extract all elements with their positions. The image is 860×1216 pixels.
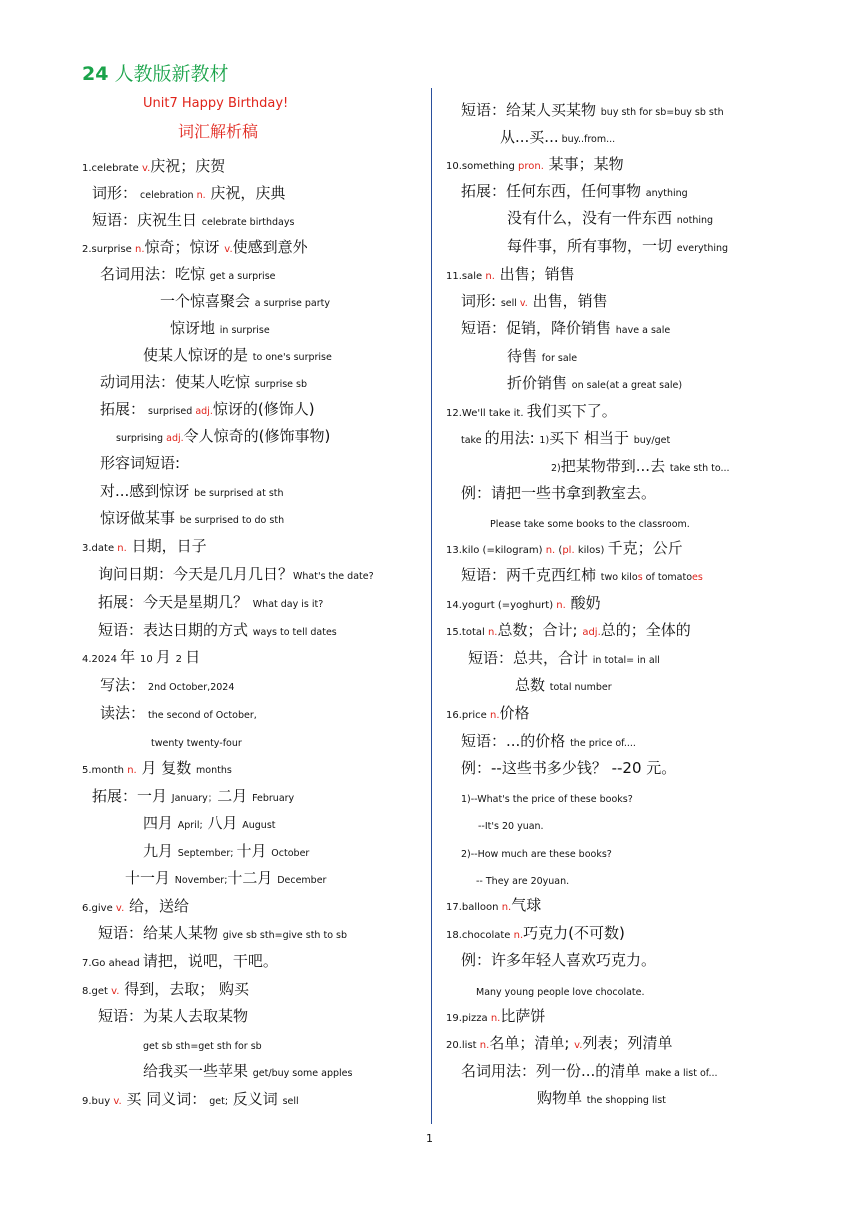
text-run: 每件事，所有事物，一切 <box>507 237 677 255</box>
text-run: 买下 相当于 <box>549 429 634 447</box>
text-run: get a surprise <box>209 271 276 282</box>
left-line <box>143 843 309 859</box>
text-run: 某事；某物 <box>543 155 624 173</box>
text-run: take sth to... <box>669 463 730 474</box>
left-line <box>100 510 284 526</box>
text-run: 短语：庆祝生日 <box>92 211 202 229</box>
text-run: 1) <box>539 435 550 446</box>
left-line <box>92 212 294 228</box>
left-line <box>100 374 307 390</box>
text-run: 庆祝；庆贺 <box>150 157 226 175</box>
text-run: 月 复数 <box>136 759 197 777</box>
text-run: 惊讶的(修饰人) <box>212 400 315 418</box>
text-run: on sale(at a great sale) <box>571 380 683 391</box>
text-run: n. <box>127 765 137 776</box>
right-line <box>461 293 608 309</box>
text-run: surprise sb <box>254 379 308 390</box>
text-run: 千克；公斤 <box>607 539 683 557</box>
text-run: n. <box>490 1013 501 1024</box>
text-run: 名单；清单; <box>489 1034 575 1052</box>
right-line <box>461 1063 718 1079</box>
text-run: 3.date <box>82 543 118 554</box>
text-run: n. <box>134 244 145 255</box>
left-line <box>143 347 332 363</box>
text-run: 读法： <box>100 704 146 722</box>
right-line <box>461 789 633 805</box>
text-run: 待售 <box>507 347 542 365</box>
text-run: 9.buy <box>82 1096 114 1107</box>
text-run: v. <box>224 244 233 255</box>
text-run: 请把，说吧，干吧。 <box>142 952 278 970</box>
text-run: 总数；合计; <box>497 621 583 639</box>
text-run: 短语：给某人买某物 <box>461 101 601 119</box>
text-run: 6.give <box>82 903 116 914</box>
text-run: 10.something <box>446 161 519 172</box>
left-line <box>143 1036 262 1052</box>
text-run: get/buy some apples <box>252 1068 353 1079</box>
right-line <box>446 925 625 941</box>
text-run: of tomato <box>642 572 693 583</box>
left-line <box>125 870 326 886</box>
text-run: anything <box>645 188 688 199</box>
left-line <box>116 428 330 444</box>
text-run: a surprise party <box>254 298 330 309</box>
text-run: 二月 <box>217 787 253 805</box>
text-run: 令人惊奇的(修饰事物) <box>183 427 331 445</box>
right-line <box>446 622 691 638</box>
text-run: pl. <box>562 545 575 556</box>
text-run: --It's 20 yuan. <box>478 821 544 832</box>
text-run: 的用法: <box>484 429 540 447</box>
text-run: January； <box>171 793 218 804</box>
text-run: 使某人惊讶的是 <box>143 346 253 364</box>
text-run: 给我买一些苹果 <box>143 1062 253 1080</box>
left-line <box>82 760 232 776</box>
text-run: sell <box>500 298 520 309</box>
text-run: surprising <box>116 433 167 444</box>
text-run: everything <box>676 243 729 254</box>
text-run: 给，送给 <box>124 897 190 915</box>
text-run: 询问日期：今天是几月几日？ <box>98 565 294 583</box>
text-run: 写法： <box>100 676 146 694</box>
text-run: 一个惊喜聚会 <box>160 292 255 310</box>
text-run: 5.month <box>82 765 128 776</box>
text-run: 列表；列清单 <box>582 1034 673 1052</box>
text-run: October <box>271 848 310 859</box>
text-run: 2) <box>551 463 561 474</box>
left-line <box>82 981 249 997</box>
right-line <box>507 210 713 226</box>
text-run: 18.chocolate <box>446 930 514 941</box>
left-line <box>92 788 294 804</box>
right-line <box>461 760 676 776</box>
text-run: 酸奶 <box>565 594 601 612</box>
text-run: 短语：促销，降价销售 <box>461 319 616 337</box>
text-run: November; <box>174 875 228 886</box>
text-run: nothing <box>676 215 714 226</box>
doc-title-number: 24 <box>82 63 109 85</box>
right-line <box>490 514 690 530</box>
text-run: 巧克力(不可数) <box>523 924 625 942</box>
left-line <box>100 677 234 693</box>
text-run: 词形: <box>461 292 501 310</box>
text-run: 形容词短语: <box>100 454 181 472</box>
text-run: 对...感到惊讶 <box>100 482 195 500</box>
right-line <box>446 705 530 721</box>
left-line <box>98 925 347 941</box>
text-run: n. <box>196 190 206 201</box>
text-run: 十一月 <box>125 869 175 887</box>
text-run: 1.celebrate <box>82 163 142 174</box>
right-line <box>461 102 724 118</box>
right-line <box>551 458 730 474</box>
text-run: the price of.... <box>570 738 636 749</box>
text-run: 八月 <box>202 814 243 832</box>
text-run: twenty twenty-four <box>151 738 242 749</box>
text-run: -- They are 20yuan. <box>476 876 570 887</box>
text-run: n. <box>487 627 498 638</box>
text-run: v. <box>115 903 125 914</box>
left-line <box>143 1063 352 1079</box>
text-run: 把某物带到...去 <box>560 457 670 475</box>
text-run: 14.yogurt (=yoghurt) <box>446 600 557 611</box>
left-line <box>82 158 225 174</box>
text-run: adj. <box>166 433 184 444</box>
text-run: 4.2024 <box>82 654 121 665</box>
text-run: to one's surprise <box>252 352 332 363</box>
text-run: make a list of... <box>645 1068 718 1079</box>
text-run: What day is it? <box>252 599 324 610</box>
left-line <box>82 649 200 665</box>
left-line <box>100 455 180 471</box>
text-run: celebration <box>137 190 197 201</box>
text-run: 19.pizza <box>446 1013 491 1024</box>
text-run: 短语：表达日期的方式 <box>98 621 253 639</box>
left-line <box>82 239 308 255</box>
text-run: 2)--How much are these books? <box>461 849 612 860</box>
text-run: in surprise <box>219 325 270 336</box>
right-line <box>461 952 656 968</box>
text-run: 名词用法：列一份...的清单 <box>461 1062 646 1080</box>
right-line <box>461 320 670 336</box>
text-run: v. <box>111 986 120 997</box>
text-run: adj. <box>582 627 601 638</box>
left-line <box>170 320 270 336</box>
text-run: 拓展：今天是星期几？ <box>98 593 253 611</box>
text-run: v. <box>519 298 528 309</box>
text-run: 例：请把一些书拿到教室去。 <box>461 484 657 502</box>
text-run: n. <box>117 543 127 554</box>
text-run: What's the date? <box>293 571 374 582</box>
text-run: n. <box>513 930 524 941</box>
text-run: 没有什么，没有一件东西 <box>507 209 677 227</box>
right-line <box>468 650 660 666</box>
text-run: 四月 <box>143 814 178 832</box>
text-run: 12.We'll take it. <box>446 408 527 419</box>
right-line <box>515 677 612 693</box>
left-line <box>100 483 284 499</box>
left-line <box>82 953 278 969</box>
text-run: two kilo <box>600 572 638 583</box>
text-run: n. <box>545 545 556 556</box>
right-line <box>476 871 569 887</box>
text-run: pron. <box>518 161 544 172</box>
text-run: 16.price <box>446 710 490 721</box>
left-line <box>98 1008 248 1024</box>
text-run: for sale <box>541 353 578 364</box>
text-run: v. <box>141 163 151 174</box>
left-line <box>82 898 189 914</box>
text-run: 折价销售 <box>507 374 572 392</box>
right-line <box>500 129 615 145</box>
text-run: 拓展：一月 <box>92 787 172 805</box>
text-run: 名词用法：吃惊 <box>100 265 210 283</box>
text-run: 得到，去取； 购买 <box>119 980 250 998</box>
text-run: 11.sale <box>446 271 486 282</box>
text-run: be surprised to do sth <box>179 515 285 526</box>
right-line <box>446 540 683 556</box>
text-run: sell <box>282 1096 299 1107</box>
text-run: 动词用法：使某人吃惊 <box>100 373 255 391</box>
right-line <box>507 238 728 254</box>
text-run: April; <box>177 820 203 831</box>
text-run: total number <box>549 682 612 693</box>
text-run: 总的；全体的 <box>600 621 691 639</box>
right-line <box>476 982 645 998</box>
right-line <box>446 897 541 913</box>
text-run: 买 同义词： <box>121 1090 207 1108</box>
doc-title <box>82 65 229 84</box>
text-run: give sb sth=give sth to sb <box>222 930 348 941</box>
text-run: 价格 <box>499 704 530 722</box>
text-run: September; <box>177 848 237 859</box>
right-line <box>478 816 544 832</box>
text-run: 例：--这些书多少钱？ --20 元。 <box>461 759 677 777</box>
right-line <box>461 733 636 749</box>
doc-title-text: 人教版新教材 <box>114 63 229 85</box>
text-run: Many young people love chocolate. <box>476 987 645 998</box>
text-run: 日期，日子 <box>126 537 207 555</box>
left-line <box>151 733 242 749</box>
text-run: 词形： <box>92 184 138 202</box>
left-line <box>98 594 323 610</box>
text-run: v. <box>113 1096 122 1107</box>
right-line <box>507 348 577 364</box>
text-run: v. <box>574 1040 583 1051</box>
text-run: 月 <box>155 648 176 666</box>
text-run: buy..from... <box>558 134 616 145</box>
right-line <box>446 1035 672 1051</box>
text-run: n. <box>485 271 495 282</box>
text-run: the second of October, <box>145 710 257 721</box>
text-run: February <box>252 793 295 804</box>
text-run: 从...买... <box>500 128 559 146</box>
text-run: 2 <box>175 654 186 665</box>
text-run: 总数 <box>515 676 550 694</box>
left-line <box>100 266 276 282</box>
left-line <box>98 566 374 582</box>
text-run: 出售；销售 <box>494 265 575 283</box>
text-run: 例：许多年轻人喜欢巧克力。 <box>461 951 657 969</box>
text-run: get; <box>206 1096 229 1107</box>
text-run: 短语：两千克西红柿 <box>461 566 601 584</box>
text-run: surprised <box>145 406 196 417</box>
text-run: es <box>692 572 703 583</box>
right-line <box>446 1008 545 1024</box>
text-run: 年 <box>120 648 140 666</box>
text-run: 拓展： <box>100 400 146 418</box>
text-run: buy/get <box>633 435 671 446</box>
left-line <box>98 622 337 638</box>
doc-subtitle: 词汇解析稿 <box>178 122 259 141</box>
text-run: kilos) <box>574 545 608 556</box>
text-run: 13.kilo (=kilogram) <box>446 545 546 556</box>
text-run: Please take some books to the classroom. <box>490 519 690 530</box>
text-run: celebrate birthdays <box>201 217 295 228</box>
text-run: 15.total <box>446 627 488 638</box>
text-run: 十月 <box>236 842 272 860</box>
text-run: get sb sth=get sth for sb <box>143 1041 262 1052</box>
text-run: 10 <box>139 654 156 665</box>
text-run: 惊讶地 <box>170 319 220 337</box>
right-line <box>461 183 688 199</box>
right-line <box>446 595 601 611</box>
left-line <box>100 401 315 417</box>
text-run: 惊讶做某事 <box>100 509 180 527</box>
right-line <box>461 844 612 860</box>
text-run: 20.list <box>446 1040 480 1051</box>
text-run: 2nd October,2024 <box>145 682 235 693</box>
text-run: the shopping list <box>586 1095 666 1106</box>
text-run: 短语：...的价格 <box>461 732 571 750</box>
text-run: 使感到意外 <box>232 238 308 256</box>
text-run: December <box>277 875 327 886</box>
text-run: 7.Go ahead <box>82 958 143 969</box>
right-line <box>446 403 617 419</box>
text-run: 2.surprise <box>82 244 135 255</box>
page-number: 1 <box>426 1132 433 1145</box>
left-line <box>160 293 330 309</box>
text-run: be surprised at sth <box>194 488 284 499</box>
right-line <box>507 375 682 391</box>
text-run: 庆祝，庆典 <box>205 184 286 202</box>
right-line <box>461 567 703 583</box>
text-run: 惊奇；惊讶 <box>144 238 225 256</box>
text-run: s <box>637 572 643 583</box>
text-run: August <box>242 820 276 831</box>
text-run: 短语：给某人某物 <box>98 924 223 942</box>
text-run: 比萨饼 <box>500 1007 546 1025</box>
left-line <box>82 538 207 554</box>
text-run: 17.balloon <box>446 902 502 913</box>
right-line <box>446 156 624 172</box>
text-run: months <box>196 765 232 776</box>
text-run: 8.get <box>82 986 112 997</box>
right-line <box>537 1090 666 1106</box>
text-run: 十二月 <box>227 869 278 887</box>
text-run: n. <box>501 902 512 913</box>
column-divider <box>431 88 432 1124</box>
right-line <box>461 430 670 446</box>
text-run: ways to tell dates <box>252 627 337 638</box>
text-run: 气球 <box>511 896 542 914</box>
text-run: in total= in all <box>592 655 660 666</box>
text-run: have a sale <box>615 325 671 336</box>
text-run: 反义词 <box>228 1090 283 1108</box>
text-run: ( <box>555 545 563 556</box>
text-run: n. <box>479 1040 490 1051</box>
left-line <box>100 705 257 721</box>
text-run: 短语：为某人去取某物 <box>98 1007 249 1025</box>
left-line <box>143 815 276 831</box>
text-run: n. <box>556 600 566 611</box>
text-run: 短语：总共，合计 <box>468 649 593 667</box>
text-run: n. <box>489 710 500 721</box>
right-line <box>446 266 575 282</box>
text-run: buy sth for sb=buy sb sth <box>600 107 724 118</box>
left-line <box>92 185 285 201</box>
text-run: 出售，销售 <box>527 292 608 310</box>
right-line <box>461 485 656 501</box>
left-line <box>82 1091 299 1107</box>
text-run: 拓展：任何东西，任何事物 <box>461 182 646 200</box>
unit-title: Unit7 Happy Birthday! <box>143 96 289 111</box>
text-run: 我们买下了。 <box>526 402 617 420</box>
text-run: 1)--What's the price of these books? <box>461 794 633 805</box>
text-run: 购物单 <box>537 1089 587 1107</box>
text-run: adj. <box>195 406 213 417</box>
text-run: 日 <box>185 648 201 666</box>
text-run: take <box>461 435 485 446</box>
text-run: 九月 <box>143 842 178 860</box>
